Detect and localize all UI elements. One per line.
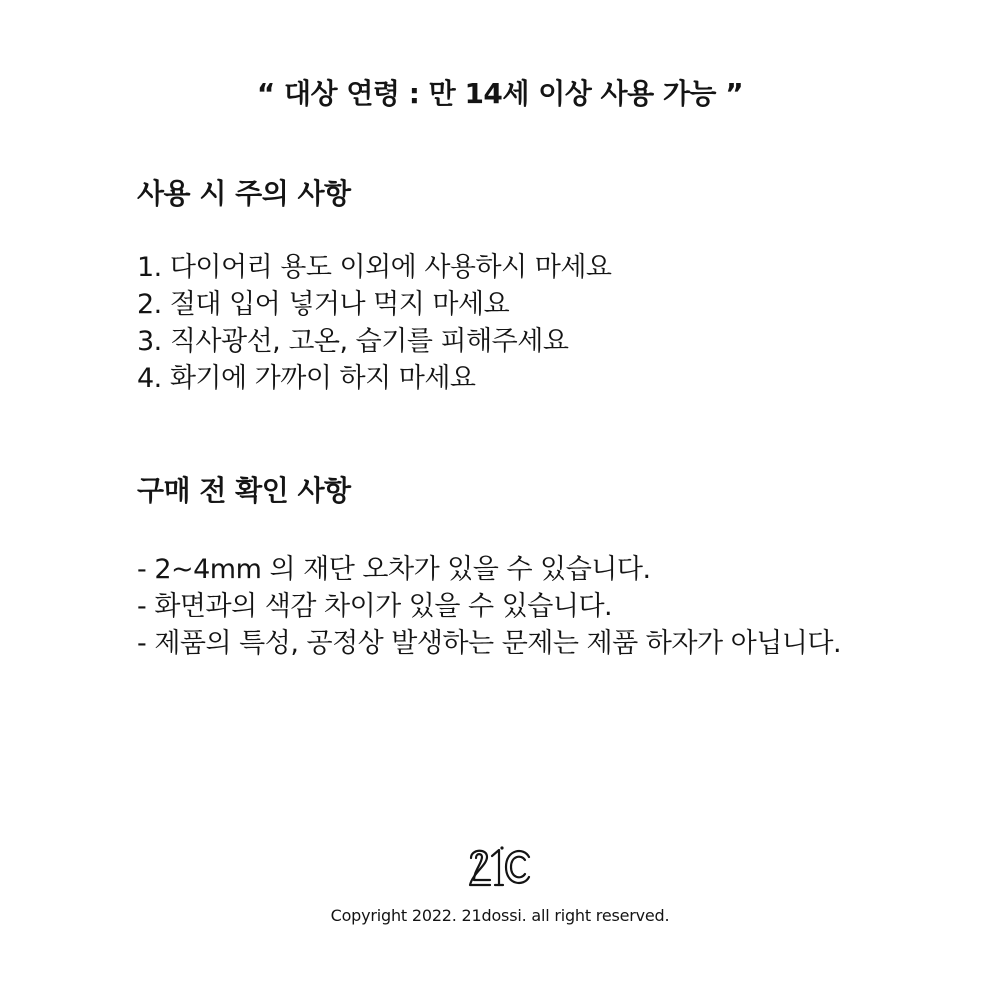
- caution-item: 3. 직사광선, 고온, 습기를 피해주세요: [137, 326, 569, 357]
- usage-caution-title: 사용 시 주의 사항: [137, 177, 351, 210]
- caution-item: 1. 다이어리 용도 이외에 사용하시 마세요: [137, 252, 612, 283]
- caution-item: 2. 절대 입어 넣거나 먹지 마세요: [137, 289, 510, 320]
- caution-item: 4. 화기에 가까이 하지 마세요: [137, 363, 476, 394]
- footer: [0, 845, 1000, 927]
- age-notice-headline: “ 대상 연령 : 만 14세 이상 사용 가능 ”: [256, 77, 744, 110]
- purchase-item: - 화면과의 색감 차이가 있을 수 있습니다.: [137, 591, 613, 622]
- purchase-item: - 제품의 특성, 공정상 발생하는 문제는 제품 하자가 아닙니다.: [137, 628, 842, 659]
- purchase-check-section: [137, 471, 937, 662]
- purchase-check-title: 구매 전 확인 사항: [137, 474, 351, 507]
- usage-caution-list: [137, 249, 937, 397]
- brand-logo: [468, 845, 532, 889]
- purchase-item: - 2~4mm 의 재단 오차가 있을 수 있습니다.: [137, 554, 651, 585]
- usage-caution-section: [137, 174, 937, 397]
- purchase-check-list: [137, 551, 937, 662]
- copyright-text: Copyright 2022. 21dossi. all right reserved.: [330, 906, 670, 925]
